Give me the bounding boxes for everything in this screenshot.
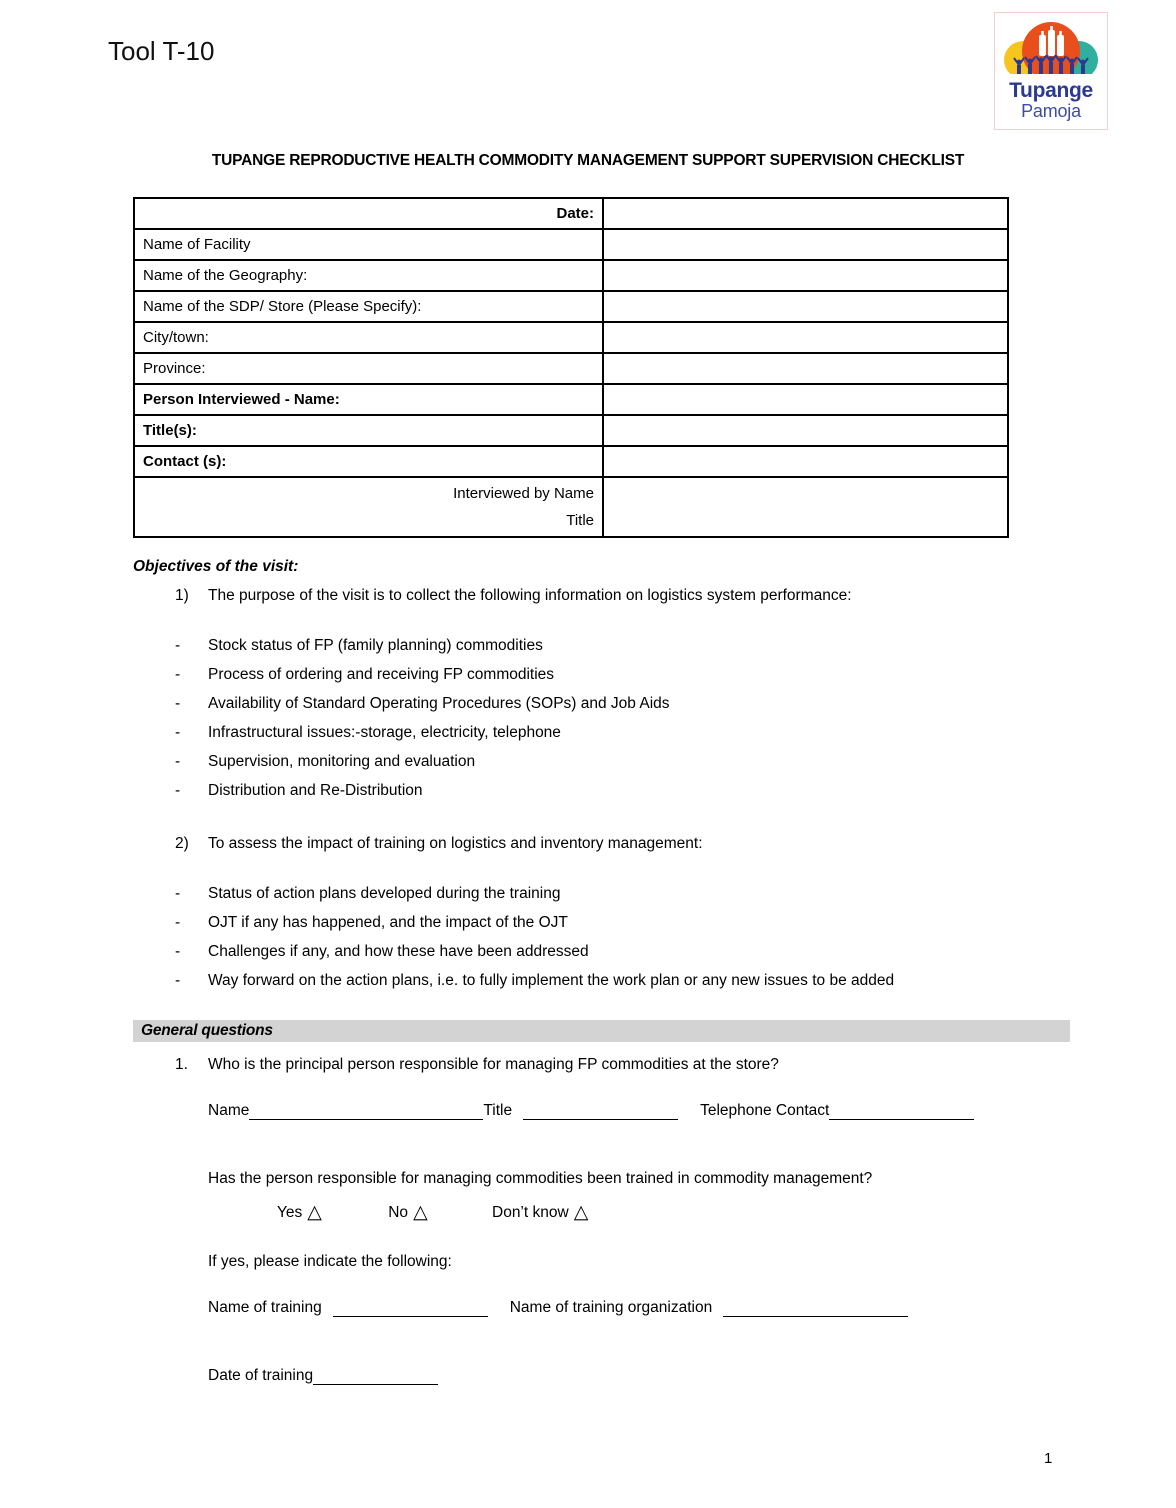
trained-question: Has the person responsible for managing commodities been trained in commodity management? xyxy=(208,1170,873,1187)
question-1 xyxy=(133,1056,1070,1074)
list-item xyxy=(133,660,1070,689)
table-row-interviewer xyxy=(134,477,1008,537)
table-row-city-town xyxy=(134,322,1008,353)
info-table xyxy=(133,197,1009,538)
list-item xyxy=(133,908,1070,937)
document-title: TUPANGE REPRODUCTIVE HEALTH COMMODITY MANAGEMENT SUPPORT SUPERVISION CHECKLIST xyxy=(211,152,965,169)
dash-bullet: - xyxy=(175,972,181,989)
list-item xyxy=(133,689,1070,718)
title-blank-field xyxy=(523,1103,678,1120)
row-label-geography: Name of the Geography: xyxy=(134,260,603,291)
table-row-person-interviewed xyxy=(134,384,1008,415)
triangle-checkbox-icon: △ xyxy=(307,1202,322,1223)
objective-2-number: 2) xyxy=(175,835,189,852)
objective-1-bullet-list xyxy=(133,631,1070,805)
row-label-province: Province: xyxy=(134,353,603,384)
dash-bullet: - xyxy=(175,637,181,654)
list-item xyxy=(133,718,1070,747)
table-row-facility xyxy=(134,229,1008,260)
triangle-checkbox-icon: △ xyxy=(413,1202,428,1223)
dash-bullet: - xyxy=(175,885,181,902)
dash-bullet: - xyxy=(175,724,181,741)
dash-bullet: - xyxy=(175,695,181,712)
option-yes xyxy=(277,1200,322,1223)
row-value-sdp-store xyxy=(603,291,1008,322)
training-org-label: Name of training organization xyxy=(509,1299,713,1316)
telephone-blank-field xyxy=(829,1103,974,1120)
page-number: 1 xyxy=(1044,1450,1053,1467)
bullet-text: Availability of Standard Operating Procedures (SOPs) and Job Aids xyxy=(208,695,670,712)
list-item xyxy=(133,879,1070,908)
tupange-logo xyxy=(994,12,1108,130)
name-label: Name xyxy=(208,1102,250,1119)
table-row-contacts xyxy=(134,446,1008,477)
list-item xyxy=(133,776,1070,805)
section-header-general-questions: General questions xyxy=(133,1020,1070,1042)
row-value-contacts xyxy=(603,446,1008,477)
list-item xyxy=(133,631,1070,660)
name-blank-field xyxy=(249,1103,483,1120)
table-row-province xyxy=(134,353,1008,384)
bullet-text: Challenges if any, and how these have been addressed xyxy=(208,943,589,960)
option-dont-know-label: Don’t know xyxy=(492,1204,569,1221)
bullet-text: OJT if any has happened, and the impact of the OJT xyxy=(208,914,568,931)
if-yes-instruction: If yes, please indicate the following: xyxy=(208,1253,452,1270)
document-body xyxy=(133,558,1070,1385)
logo-subname: Pamoja xyxy=(1021,101,1081,122)
bullet-text: Infrastructural issues:-storage, electricity, telephone xyxy=(208,724,561,741)
dash-bullet: - xyxy=(175,914,181,931)
logo-name: Tupange xyxy=(1009,79,1093,102)
row-value-date xyxy=(603,198,1008,229)
table-row-date xyxy=(134,198,1008,229)
table-row-geography xyxy=(134,260,1008,291)
training-date-blank-field xyxy=(313,1368,438,1385)
training-name-label: Name of training xyxy=(208,1299,322,1316)
bullet-text: Distribution and Re-Distribution xyxy=(208,782,423,799)
interviewer-name-label: Interviewed by Name xyxy=(453,485,594,502)
question-1-text: Who is the principal person responsible for managing FP commodities at the store? xyxy=(208,1056,779,1073)
name-title-telephone-line xyxy=(133,1102,1070,1120)
triangle-checkbox-icon: △ xyxy=(573,1202,589,1223)
list-item xyxy=(133,747,1070,776)
objective-2-bullet-list xyxy=(133,879,1070,995)
objective-1-number: 1) xyxy=(175,587,189,604)
dash-bullet: - xyxy=(175,782,181,799)
row-value-province xyxy=(603,353,1008,384)
bullet-text: Status of action plans developed during the training xyxy=(208,885,561,902)
row-value-interviewer xyxy=(603,477,1008,537)
row-label-sdp-store: Name of the SDP/ Store (Please Specify): xyxy=(134,291,603,322)
objectives-heading: Objectives of the visit: xyxy=(133,558,299,575)
objective-2-text: To assess the impact of training on logistics and inventory management: xyxy=(208,835,703,852)
bullet-text: Process of ordering and receiving FP commodities xyxy=(208,666,555,683)
interviewer-title-label: Title xyxy=(566,512,594,529)
question-1-number: 1. xyxy=(175,1056,188,1073)
row-label-titles: Title(s): xyxy=(134,415,603,446)
training-date-line xyxy=(133,1367,1070,1385)
row-value-geography xyxy=(603,260,1008,291)
table-row-titles xyxy=(134,415,1008,446)
objective-1-text: The purpose of the visit is to collect the following information on logistics system performance: xyxy=(208,587,852,604)
bullet-text: Way forward on the action plans, i.e. to fully implement the work plan or any new issues to be added xyxy=(208,972,895,989)
training-name-org-line xyxy=(133,1299,1070,1317)
row-label-contacts: Contact (s): xyxy=(134,446,603,477)
objective-item-2 xyxy=(133,835,1070,853)
row-value-facility xyxy=(603,229,1008,260)
training-name-blank-field xyxy=(333,1300,488,1317)
tool-label: Tool T-10 xyxy=(108,36,215,66)
table-row-sdp-store xyxy=(134,291,1008,322)
row-label-city-town: City/town: xyxy=(134,322,603,353)
answer-options xyxy=(133,1200,1070,1223)
row-value-city-town xyxy=(603,322,1008,353)
bullet-text: Supervision, monitoring and evaluation xyxy=(208,753,476,770)
row-label-interviewer xyxy=(134,477,603,537)
training-date-label: Date of training xyxy=(208,1367,314,1384)
row-value-person-interviewed xyxy=(603,384,1008,415)
option-no-label: No xyxy=(388,1204,409,1221)
dash-bullet: - xyxy=(175,753,181,770)
option-yes-label: Yes xyxy=(277,1204,303,1221)
list-item xyxy=(133,937,1070,966)
row-label-person-interviewed: Person Interviewed - Name: xyxy=(134,384,603,415)
training-org-blank-field xyxy=(723,1300,908,1317)
objective-item-1 xyxy=(133,587,1070,605)
dash-bullet: - xyxy=(175,666,181,683)
bullet-text: Stock status of FP (family planning) commodities xyxy=(208,637,543,654)
row-label-date: Date: xyxy=(134,198,603,229)
option-no xyxy=(388,1200,427,1223)
telephone-contact-label: Telephone Contact xyxy=(700,1102,830,1119)
tupange-arch-icon xyxy=(1003,18,1099,78)
dash-bullet: - xyxy=(175,943,181,960)
list-item xyxy=(133,966,1070,995)
option-dont-know xyxy=(492,1200,588,1223)
row-value-titles xyxy=(603,415,1008,446)
title-label: Title xyxy=(483,1102,513,1119)
row-label-facility: Name of Facility xyxy=(134,229,603,260)
